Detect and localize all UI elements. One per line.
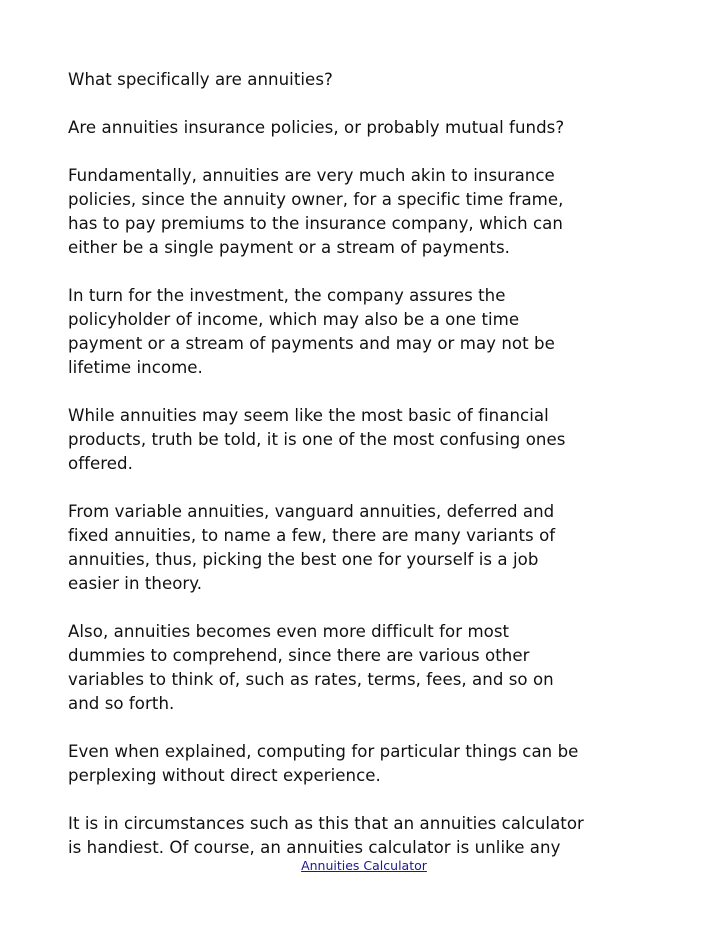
text-line: policies, since the annuity owner, for a specific time frame, bbox=[68, 190, 564, 209]
paragraph bbox=[68, 620, 668, 716]
paragraph bbox=[68, 740, 668, 788]
text-line: fixed annuities, to name a few, there are many variants of bbox=[68, 526, 556, 545]
text-line: annuities, thus, picking the best one for yourself is a job bbox=[68, 550, 539, 569]
paragraph bbox=[68, 404, 668, 476]
document-body bbox=[68, 68, 668, 884]
text-line: Are annuities insurance policies, or probably mutual funds? bbox=[68, 118, 565, 137]
text-line: policyholder of income, which may also be a one time bbox=[68, 310, 520, 329]
paragraph bbox=[68, 500, 668, 596]
paragraph bbox=[68, 812, 668, 860]
text-line: is handiest. Of course, an annuities calculator is unlike any bbox=[68, 838, 561, 857]
text-line: From variable annuities, vanguard annuities, deferred and bbox=[68, 502, 555, 521]
page-footer bbox=[0, 858, 728, 874]
text-line: dummies to comprehend, since there are various other bbox=[68, 646, 530, 665]
text-line: While annuities may seem like the most basic of financial bbox=[68, 406, 549, 425]
text-line: variables to think of, such as rates, terms, fees, and so on bbox=[68, 670, 554, 689]
text-line: and so forth. bbox=[68, 694, 175, 713]
paragraph bbox=[68, 284, 668, 380]
text-line: lifetime income. bbox=[68, 358, 203, 377]
text-line: offered. bbox=[68, 454, 133, 473]
text-line: products, truth be told, it is one of the most confusing ones bbox=[68, 430, 566, 449]
annuities-calculator-link[interactable]: Annuities Calculator bbox=[301, 858, 427, 873]
text-line: In turn for the investment, the company assures the bbox=[68, 286, 506, 305]
paragraph bbox=[68, 68, 668, 92]
text-line: payment or a stream of payments and may or may not be bbox=[68, 334, 555, 353]
paragraph bbox=[68, 116, 668, 140]
text-line: It is in circumstances such as this that an annuities calculator bbox=[68, 814, 584, 833]
text-line: Also, annuities becomes even more difficult for most bbox=[68, 622, 510, 641]
text-line: has to pay premiums to the insurance company, which can bbox=[68, 214, 563, 233]
text-line: either be a single payment or a stream of payments. bbox=[68, 238, 510, 257]
text-line: What specifically are annuities? bbox=[68, 70, 333, 89]
paragraph bbox=[68, 164, 668, 260]
text-line: perplexing without direct experience. bbox=[68, 766, 381, 785]
text-line: easier in theory. bbox=[68, 574, 203, 593]
text-line: Fundamentally, annuities are very much akin to insurance bbox=[68, 166, 555, 185]
text-line: Even when explained, computing for particular things can be bbox=[68, 742, 579, 761]
